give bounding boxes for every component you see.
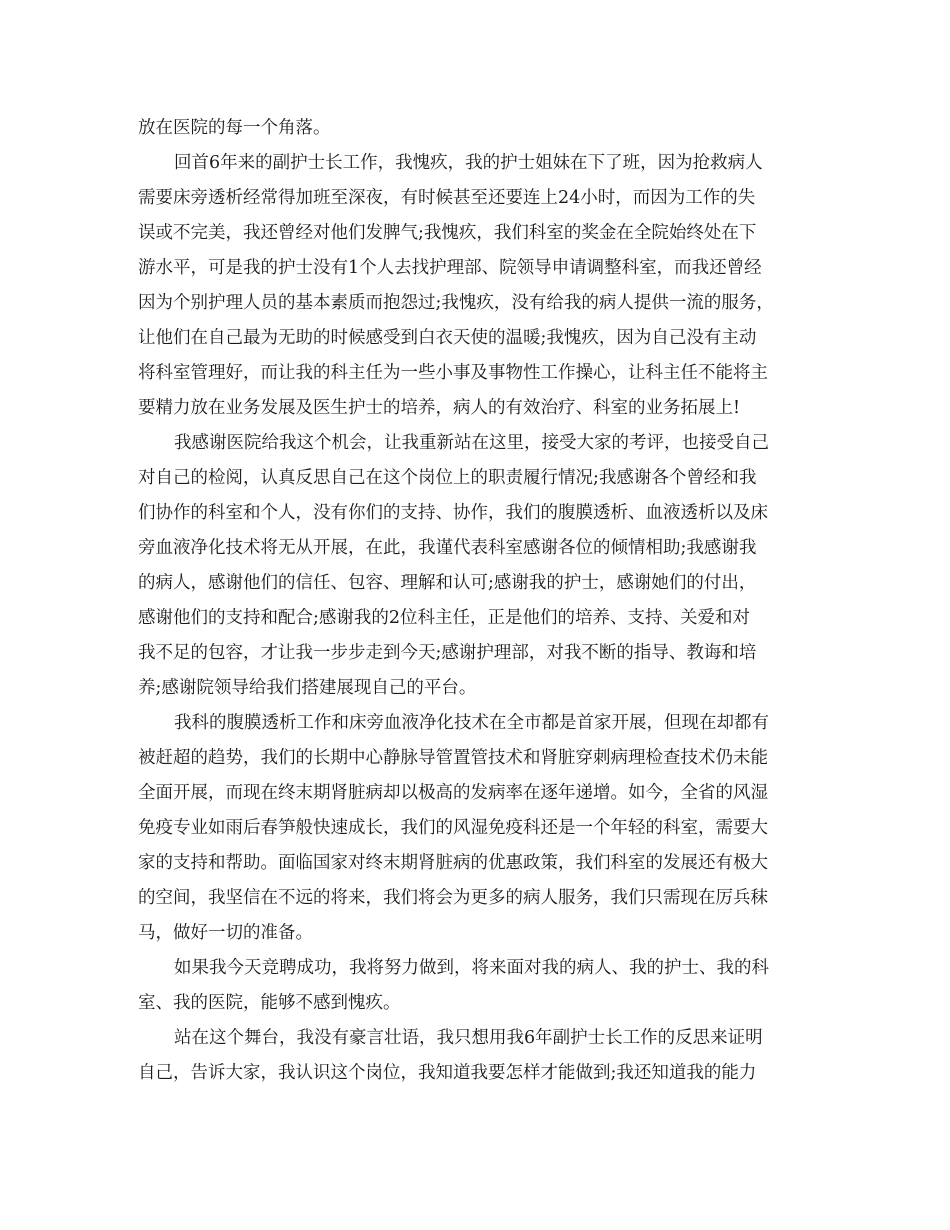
document-body xyxy=(138,111,818,1091)
text-line: 对自己的检阅，认真反思自己在这个岗位上的职责履行情况;我感谢各个曾经和我 xyxy=(138,468,757,488)
text-line: 回首6年来的副护士长工作，我愧疚，我的护士姐妹在下了班，因为抢救病人 xyxy=(174,153,763,173)
text-line: 我感谢医院给我这个机会，让我重新站在这里，接受大家的考评，也接受自己 xyxy=(174,433,769,453)
text-line: 将科室管理好，而让我的科主任为一些小事及事物性工作操心，让科主任不能将主 xyxy=(138,363,768,383)
text-line: 免疫专业如雨后春笋般快速成长，我们的风湿免疫科还是一个年轻的科室，需要大 xyxy=(138,818,768,838)
text-line: 们协作的科室和个人，没有你们的支持、协作，我们的腹膜透析、血液透析以及床 xyxy=(138,503,768,523)
paragraph-1 xyxy=(138,111,818,146)
text-line: 马，做好一切的准备。 xyxy=(138,923,313,943)
text-line: 放在医院的每一个角落。 xyxy=(138,118,331,138)
text-line: 要精力放在业务发展及医生护士的培养，病人的有效治疗、科室的业务拓展上! xyxy=(138,398,741,418)
text-line: 让他们在自己最为无助的时候感受到白衣天使的温暖;我愧疚，因为自己没有主动 xyxy=(138,328,757,348)
text-line: 室、我的医院，能够不感到愧疚。 xyxy=(138,993,401,1013)
text-line: 站在这个舞台，我没有豪言壮语，我只想用我6年副护士长工作的反思来证明 xyxy=(174,1028,763,1048)
paragraph-5 xyxy=(138,951,818,1021)
text-line: 游水平，可是我的护士没有1个人去找护理部、院领导申请调整科室，而我还曾经 xyxy=(138,258,762,278)
text-line: 我不足的包容，才让我一步步走到今天;感谢护理部，对我不断的指导、教诲和培 xyxy=(138,643,757,663)
text-line: 全面开展，而现在终末期肾脏病却以极高的发病率在逐年递增。如今，全省的风湿 xyxy=(138,783,768,803)
text-line: 因为个别护理人员的基本素质而抱怨过;我愧疚，没有给我的病人提供一流的服务， xyxy=(138,293,774,313)
text-line: 自己，告诉大家，我认识这个岗位，我知道我要怎样才能做到;我还知道我的能力 xyxy=(138,1063,757,1083)
text-line: 的空间，我坚信在不远的将来，我们将会为更多的病人服务，我们只需现在厉兵秣 xyxy=(138,888,768,908)
paragraph-3 xyxy=(138,426,818,706)
paragraph-2 xyxy=(138,146,818,426)
text-line: 养;感谢院领导给我们搭建展现自己的平台。 xyxy=(138,678,477,698)
paragraph-4 xyxy=(138,706,818,951)
text-line: 需要床旁透析经常得加班至深夜，有时候甚至还要连上24小时，而因为工作的失 xyxy=(138,188,756,208)
text-line: 如果我今天竞聘成功，我将努力做到，将来面对我的病人、我的护士、我的科 xyxy=(174,958,769,978)
text-line: 的病人，感谢他们的信任、包容、理解和认可;感谢我的护士，感谢她们的付出， xyxy=(138,573,757,593)
text-line: 我科的腹膜透析工作和床旁血液净化技术在全市都是首家开展，但现在却都有 xyxy=(174,713,769,733)
text-line: 误或不完美，我还曾经对他们发脾气;我愧疚，我们科室的奖金在全院始终处在下 xyxy=(138,223,757,243)
text-line: 被赶超的趋势，我们的长期中心静脉导管置管技术和肾脏穿刺病理检查技术仍未能 xyxy=(138,748,768,768)
text-line: 感谢他们的支持和配合;感谢我的2位科主任，正是他们的培养、支持、关爱和对 xyxy=(138,608,751,628)
paragraph-6 xyxy=(138,1021,818,1091)
text-line: 旁血液净化技术将无从开展，在此，我谨代表科室感谢各位的倾情相助;我感谢我 xyxy=(138,538,757,558)
text-line: 家的支持和帮助。面临国家对终末期肾脏病的优惠政策，我们科室的发展还有极大 xyxy=(138,853,768,873)
